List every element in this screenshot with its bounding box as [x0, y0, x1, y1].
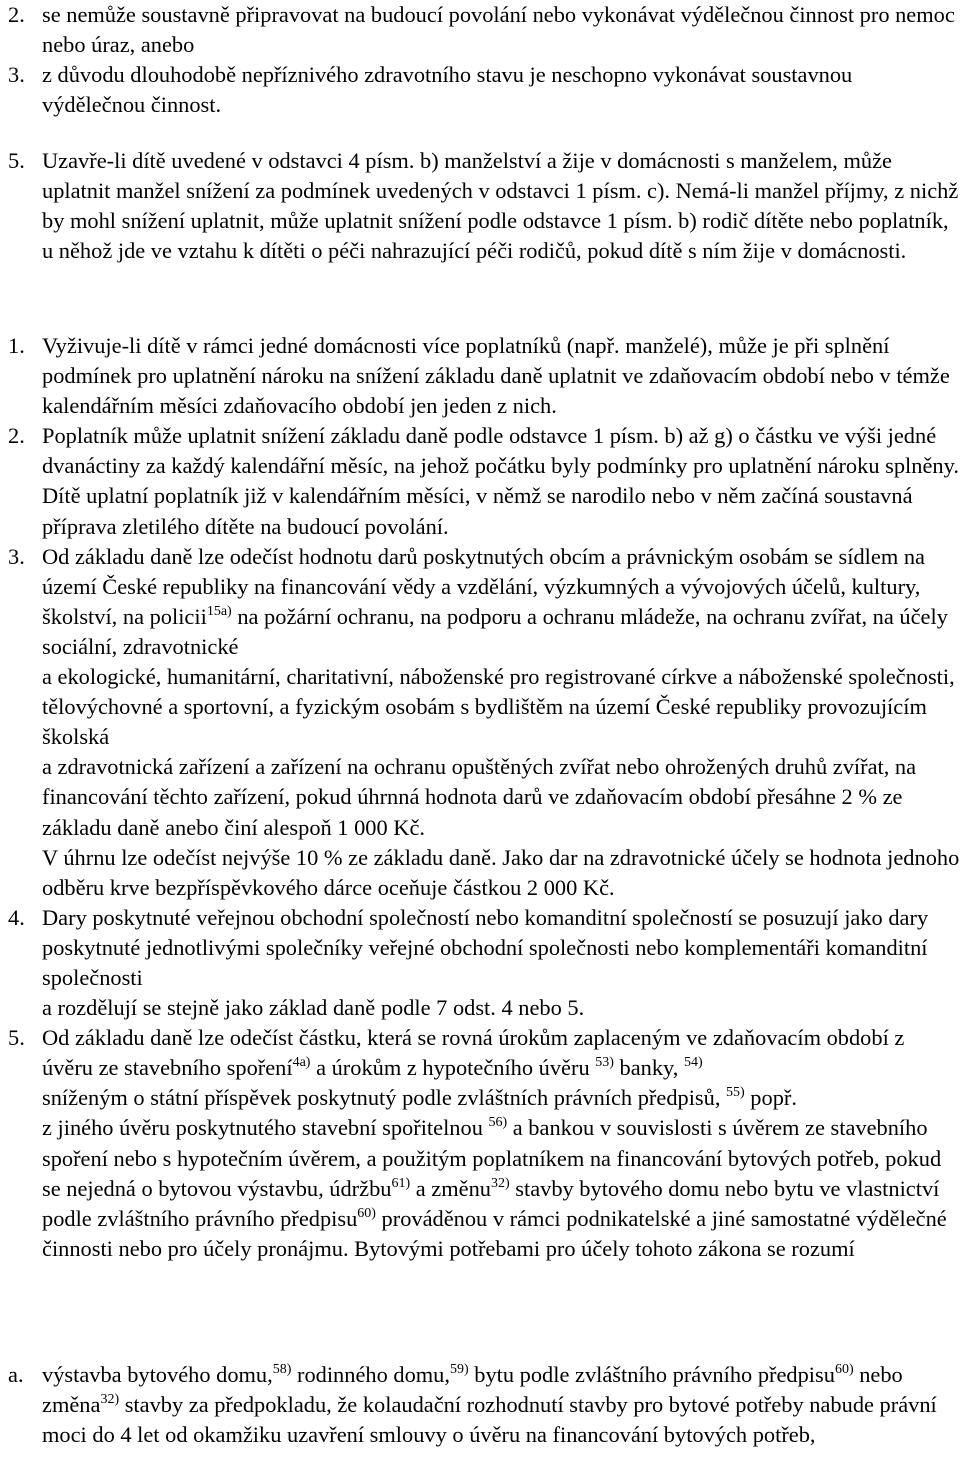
- paragraph-text: Od základu daně lze odečíst hodnotu darů poskytnutých obcím a právnickým osobám se sídlem na území České republiky na financování vědy a vzdělání, výzkumných a vývojových účelů, kultury, školství, na policii$^{15a)}$ na požární ochranu, na podporu a ochranu mládeže, na ochranu zvířat, na účely sociální, zdravotnické a ekologické, humanitární, charitativní, náboženské pro registrované církve a náboženské společnosti, tělovýchovné a sportovní, a fyzickým osobám s bydlištěm na území České republiky provozujícím školská a zdravotnická zařízení a zařízení na ochranu opuštěných zvířat nebo ohrožených druhů zvířat, na financování těchto zařízení, pokud úhrnná hodnota darů ve zdaňovacím období přesáhne 2 % ze základu daně anebo činí alespoň 1 000 Kč. V úhrnu lze odečíst nejvýše 10 % ze základu daně. Jako dar na zdravotnické účely se hodnota jednoho odběru krve bezpříspěvkového dárce oceňuje částkou 2 000 Kč.: [42, 543, 960, 900]
- footnote-reference: 60): [357, 1205, 376, 1221]
- paragraph-block: [8, 0, 960, 120]
- paragraph-number: 5.: [8, 1025, 25, 1051]
- numbered-paragraph: [8, 903, 960, 1023]
- paragraph-number: 2.: [8, 2, 25, 27]
- footnote-reference: 32): [490, 1175, 510, 1191]
- footnote-reference: 4a): [292, 1055, 311, 1071]
- paragraph-block: [8, 146, 960, 266]
- paragraph-number: 1.: [8, 333, 25, 358]
- footnote-reference: 15a): [206, 603, 232, 619]
- footnote-reference: 61): [391, 1175, 411, 1191]
- numbered-paragraph: [8, 542, 960, 903]
- paragraph-text: výstavba bytového domu,$^{58)}$ rodinného domu,$^{59)}$ bytu podle zvláštního právního předpisu$^{60)}$ nebo změna$^{32)}$ stavby za předpokladu, že kolaudační rozhodnutí stavby pro bytové potřeby nabude právní moci do 4 let od okamžiku uzavření smlouvy o úvěru na financování bytových potřeb,: [42, 1362, 937, 1448]
- paragraph-text: Uzavře-li dítě uvedené v odstavci 4 písm. b) manželství a žije v domácnosti s manželem, může uplatnit manžel snížení za podmínek uvedených v odstavci 1 písm. c). Nemá-li manžel příjmy, z nichž by mohl snížení uplatnit, může uplatnit snížení podle odstavce 1 písm. b) rodič dítěte nebo poplatník, u něhož jde ve vztahu k dítěti o péči nahrazující péči rodičů, pokud dítě s ním žije v domácnosti.: [42, 148, 959, 264]
- numbered-paragraph: [8, 421, 960, 541]
- footnote-reference: 55): [726, 1085, 745, 1101]
- paragraph-block: [8, 331, 960, 1264]
- footnote-reference: 32): [100, 1392, 120, 1408]
- footnote-reference: 53): [595, 1055, 614, 1071]
- paragraph-text: Vyživuje-li dítě v rámci jedné domácnosti více poplatníků (např. manželé), může je při splnění podmínek pro uplatnění nároku na snížení základu daně uplatnit ve zdaňovacím období nebo v témže kalendářním měsíci zdaňovacího období jen jeden z nich.: [42, 333, 950, 419]
- paragraph-text: Od základu daně lze odečíst částku, která se rovná úrokům zaplaceným ve zdaňovacím období z úvěru ze stavebního spoření$^{4a)}$ a úrokům z hypotečního úvěru $^{53)}$ banky, $^{54)}$ sníženým o státní příspěvek poskytnutý podle zvláštních právních předpisů, $^{55)}$ popř. z jiného úvěru poskytnutého stavební spořitelnou $^{56)}$ a bankou v souvislosti s úvěrem ze stavebního spoření nebo s hypotečním úvěrem, a použitým poplatníkem na financování bytových potřeb, pokud se nejedná o bytovou výstavbu, údržbu$^{61)}$ a změnu$^{32)}$ stavby bytového domu nebo bytu ve vlastnictví podle zvláštního právního předpisu$^{60)}$ prováděnou v rámci podnikatelské a jiné samostatné výdělečné činnosti nebo pro účely pronájmu. Bytovými potřebami pro účely tohoto zákona se rozumí: [42, 1025, 947, 1261]
- footnote-reference: 58): [272, 1362, 292, 1377]
- numbered-paragraph: [8, 60, 960, 120]
- paragraph-number: 5.: [8, 148, 25, 173]
- footnote-reference: 59): [449, 1362, 469, 1377]
- paragraph-text: se nemůže soustavně připravovat na budoucí povolání nebo vykonávat výdělečnou činnost pro nemoc nebo úraz, anebo: [42, 2, 955, 58]
- footnote-reference: 56): [488, 1115, 508, 1131]
- numbered-paragraph: [8, 0, 960, 60]
- paragraph-block: [8, 1360, 960, 1450]
- numbered-paragraph: [8, 1360, 960, 1450]
- numbered-paragraph: [8, 1023, 960, 1264]
- footnote-reference: 54): [683, 1055, 703, 1071]
- paragraph-number: 3.: [8, 62, 25, 88]
- paragraph-number: 3.: [8, 543, 25, 569]
- paragraph-text: Dary poskytnuté veřejnou obchodní společností nebo komanditní společností se posuzují jako dary poskytnuté jednotlivými společníky veřejné obchodní společnosti nebo komplementáři komanditní společnosti a rozdělují se stejně jako základ daně podle 7 odst. 4 nebo 5.: [42, 904, 929, 1021]
- paragraph-text: z důvodu dlouhodobě nepříznivého zdravotního stavu je neschopno vykonávat soustavnou výdělečnou činnost.: [42, 62, 853, 118]
- paragraph-number: 2.: [8, 423, 25, 449]
- numbered-paragraph: [8, 331, 960, 421]
- numbered-paragraph: [8, 146, 960, 266]
- footnote-reference: 60): [834, 1362, 854, 1377]
- paragraph-text: Poplatník může uplatnit snížení základu daně podle odstavce 1 písm. b) až g) o částku ve výši jedné dvanáctiny za každý kalendářní měsíc, na jehož počátku byly podmínky pro uplatnění nároku splněny. Dítě uplatní poplatník již v kalendářním měsíci, v němž se narodilo nebo v něm začíná soustavná příprava zletilého dítěte na budoucí povolání.: [42, 423, 959, 539]
- paragraph-number: 4.: [8, 904, 25, 930]
- paragraph-number: a.: [8, 1362, 24, 1387]
